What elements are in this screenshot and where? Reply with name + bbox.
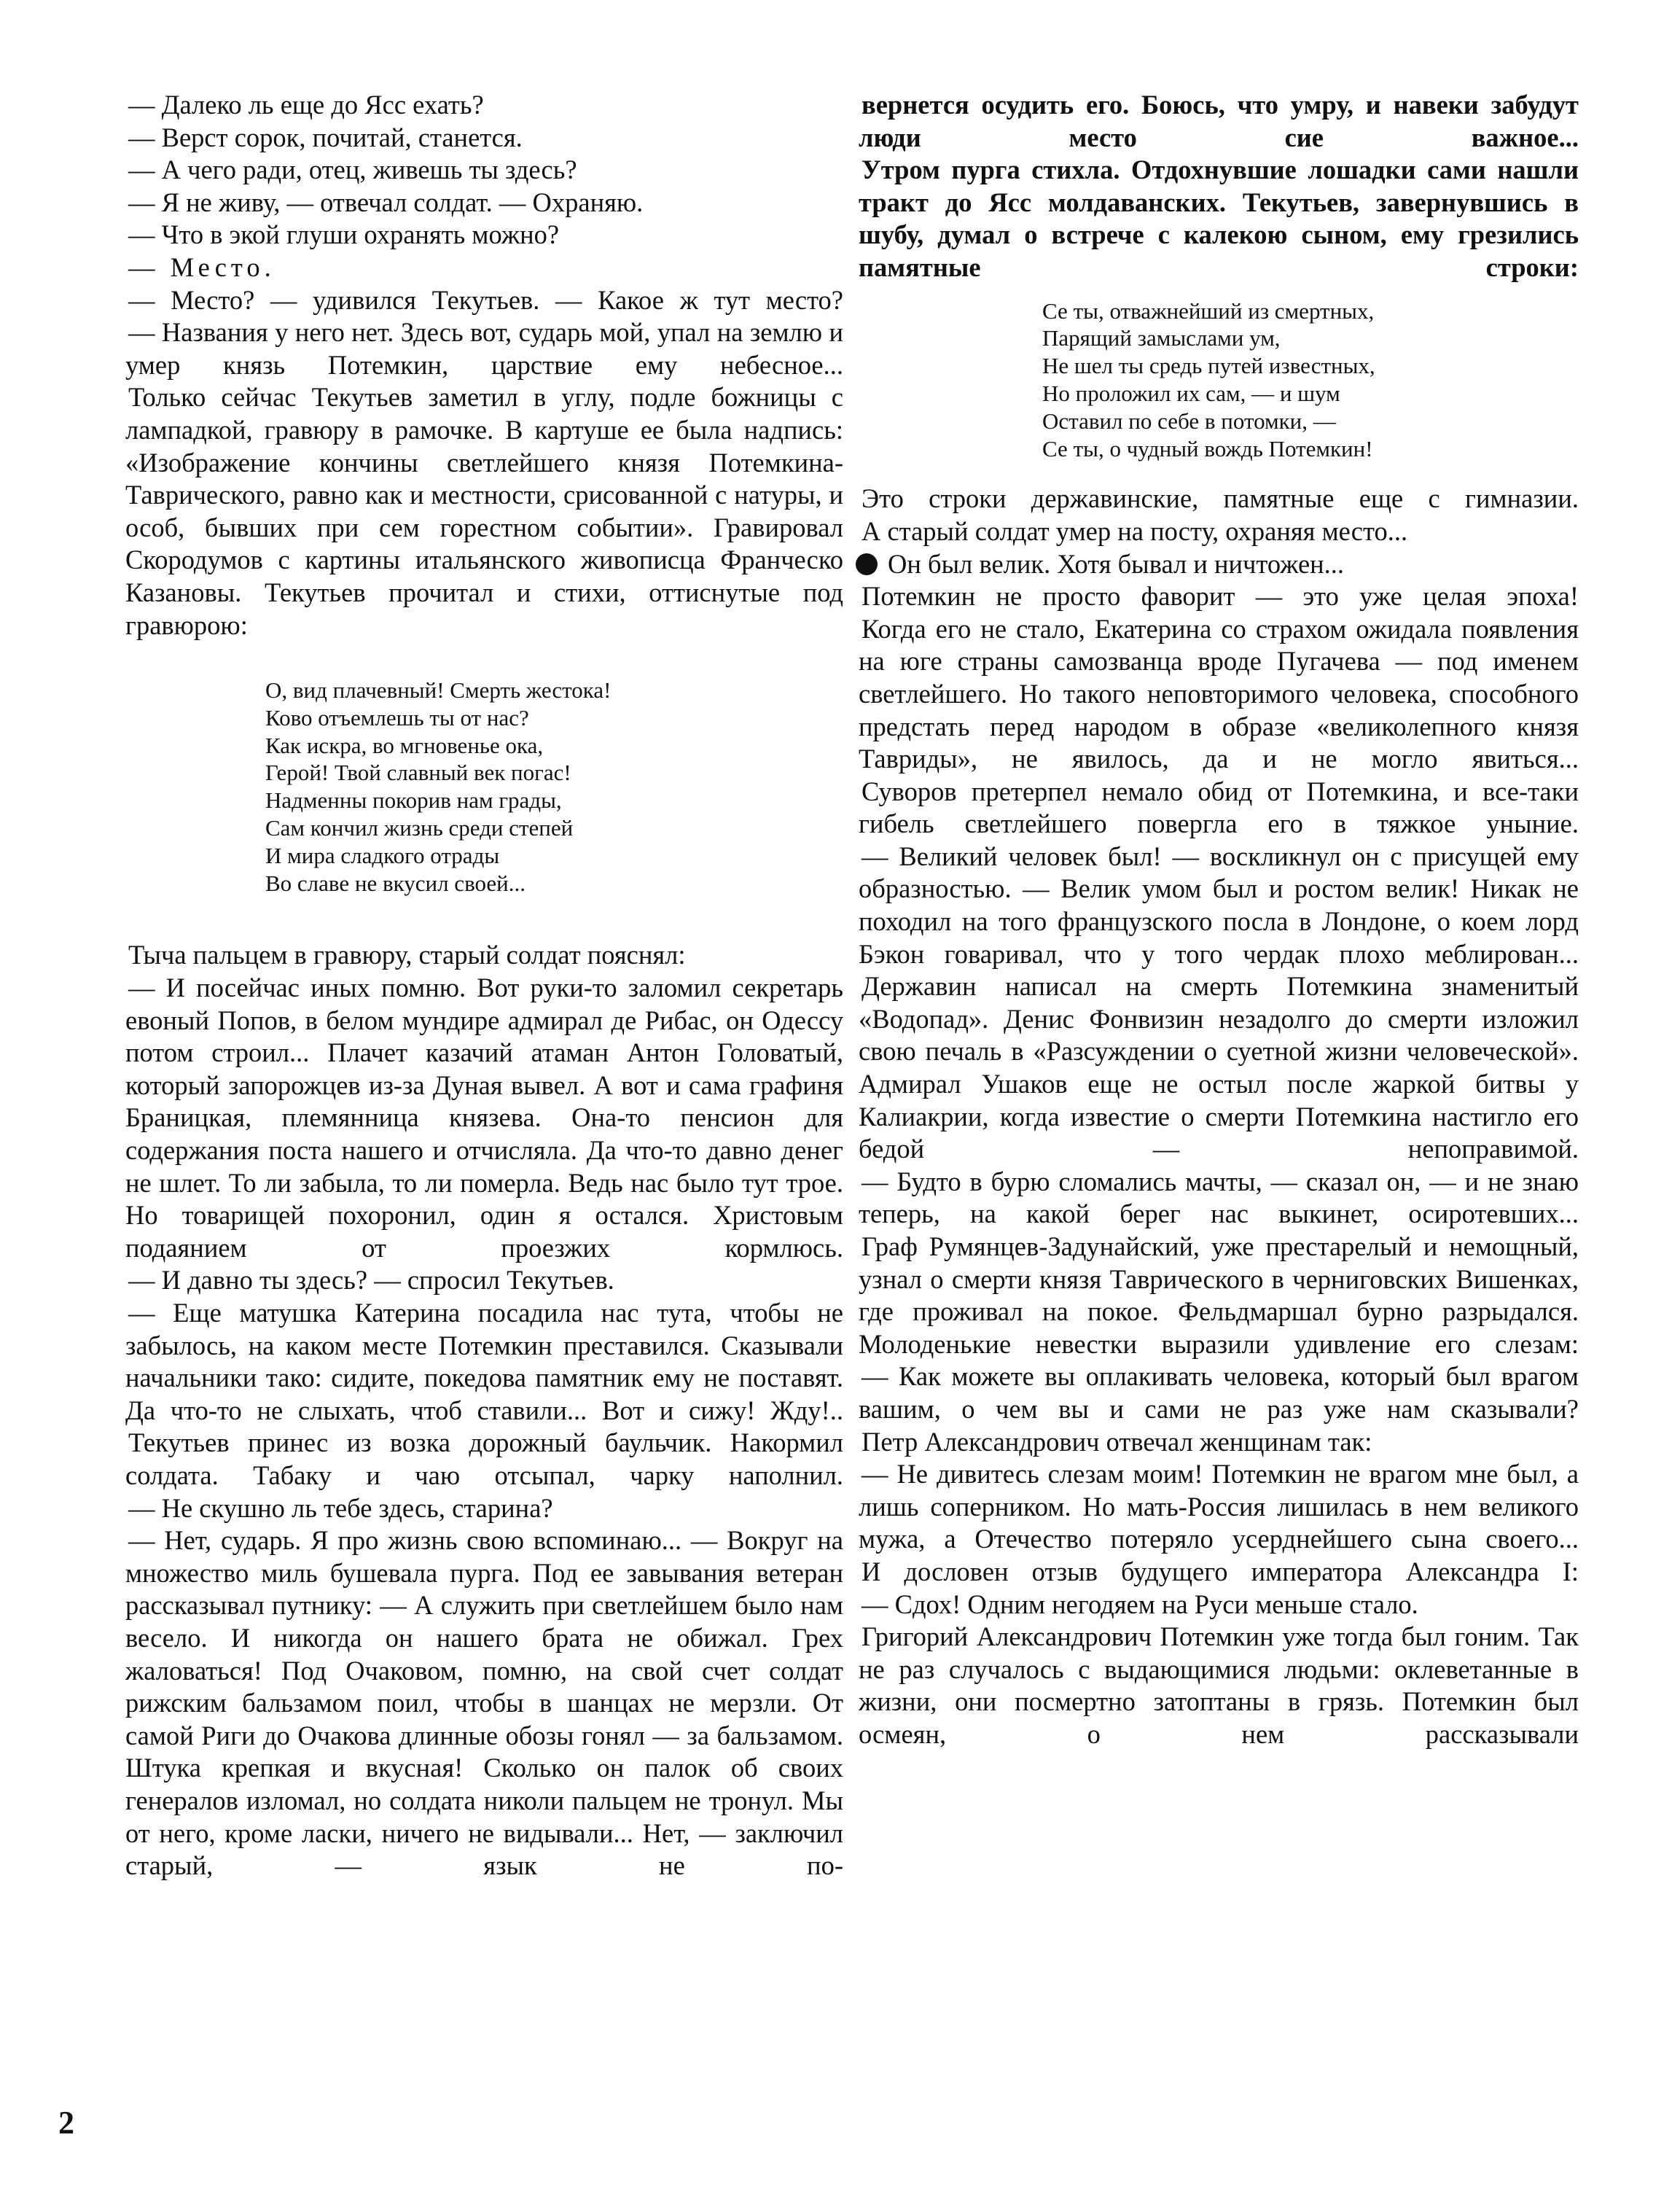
dialogue-line: — Названия у него нет. Здесь вот, сударь мой, упал на землю и умер князь Потемкин, царствие ему небесное... bbox=[125, 317, 843, 380]
poem-line: Се ты, о чудный вождь Потемкин! bbox=[1042, 435, 1373, 461]
bullet-marker bbox=[856, 553, 878, 575]
poem-line: Се ты, отважнейший из смертных, bbox=[1042, 297, 1375, 324]
paragraph: вернется осудить его. Боюсь, что умру, и навеки забудут люди место сие важное... bbox=[859, 90, 1579, 152]
poem-line: О, вид плачевный! Смерть жестока! bbox=[265, 677, 612, 704]
poem-line: И мира сладкого отрады bbox=[265, 842, 500, 868]
page-number: 2 bbox=[58, 2105, 74, 2140]
paragraph: Когда его не стало, Екатерина со страхом ожидала появления на юге страны самозванца вроде Пугачева — под именем светлейшего. Но такого неповторимого человека, способного предстать перед народом в образе «великолепного князя Тавриды», не явилось, да и не могло явиться... bbox=[859, 613, 1579, 774]
poem-line: Сам кончил жизнь среди степей bbox=[265, 815, 574, 841]
right-column bbox=[859, 89, 1579, 1751]
section-start-line bbox=[859, 548, 1579, 581]
paragraph: Григорий Александрович Потемкин уже тогда был гоним. Так не раз случалось с выдающимися людьми: оклеветанные в жизни, они посмертно затоптаны в грязь. Потемкин был осмеян, о нем рассказывали bbox=[859, 1621, 1579, 1749]
dialogue-line: — А чего ради, отец, живешь ты здесь? bbox=[128, 155, 577, 185]
poem-line: Парящий замыслами ум, bbox=[1042, 325, 1281, 351]
dialogue-line: — Как можете вы оплакивать человека, который был врагом вашим, о чем вы и сами не раз уже нам сказывали? bbox=[859, 1361, 1579, 1424]
dialogue-line: — И давно ты здесь? — спросил Текутьев. bbox=[128, 1265, 614, 1296]
poem-line: Ково отъемлешь ты от нас? bbox=[265, 704, 529, 731]
poem-line: Но проложил их сам, — и шум bbox=[1042, 380, 1340, 406]
dialogue-line: — Не дивитесь слезам моим! Потемкин не врагом мне был, а лишь соперником. Но мать-Россия лишилась в нем великого мужа, а Отечество потеряло усерднейшего сына своего... bbox=[859, 1459, 1579, 1554]
paragraph: Тыча пальцем в гравюру, старый солдат пояснял: bbox=[128, 940, 686, 970]
dialogue-line: — Великий человек был! — воскликнул он с присущей ему образностью. — Велик умом был и ростом велик! Никак не походил на того французского посла в Лондоне, о коем лорд Бэкон говаривал, что у того чердак плохо меблирован... bbox=[859, 841, 1579, 969]
poem-line: Во славе не вкусил своей... bbox=[265, 870, 526, 896]
paragraph: И дословен отзыв будущего императора Александра I: bbox=[862, 1556, 1579, 1586]
left-column bbox=[125, 89, 843, 1882]
poem-line: Надменны покорив нам грады, bbox=[265, 787, 562, 814]
bullet-text: Он был велик. Хотя бывал и ничтожен... bbox=[888, 548, 1345, 579]
dialogue-line: — Верст сорок, почитай, станется. bbox=[128, 122, 523, 152]
poem-line: Как искра, во мгновенье ока, bbox=[265, 732, 544, 758]
poem-block bbox=[265, 677, 843, 897]
poem-line: Герой! Твой славный век погас! bbox=[265, 760, 571, 786]
dialogue-line: — Будто в бурю сломались мачты, — сказал он, — и не знаю теперь, на какой берег нас выкинет, осиротевших... bbox=[859, 1166, 1579, 1229]
dialogue-line: — Не скушно ль тебе здесь, старина? bbox=[128, 1492, 553, 1523]
paragraph: Текутьев принес из возка дорожный баульчик. Накормил солдата. Табаку и чаю отсыпал, чарку наполнил. bbox=[125, 1427, 843, 1490]
paragraph: Потемкин не просто фаворит — это уже целая эпоха! bbox=[862, 581, 1579, 612]
paragraph: Граф Румянцев-Задунайский, уже престарелый и немощный, узнал о смерти князя Таврического в черниговских Вишенках, где проживал на покое. Фельдмаршал бурно разрыдался. Молоденькие невестки выразили удивление его слезам: bbox=[859, 1231, 1579, 1359]
dialogue-line: — Нет, сударь. Я про жизнь свою вспоминаю... — Вокруг на множество миль бушевала пурга. Под ее завывания ветеран рассказывал путнику: — А служить при светлейшем было нам весело. И никогда он нашего брата не обижал. Грех жаловаться! Под Очаковом, помню, на свой счет солдат рижским бальзамом поил, чтобы в шанцах не мерзли. От самой Риги до Очакова длинные обозы гонял — за бальзамом. Штука крепкая и вкусная! Сколько он палок об своих генералов изломал, но солдата николи пальцем не тронул. Мы от него, кроме ласки, ничего не видывали... Нет, — заключил старый, — язык не по- bbox=[125, 1525, 843, 1881]
paragraph: Это строки державинские, памятные еще с гимназии. bbox=[862, 483, 1579, 514]
dialogue-line: — Еще матушка Катерина посадила нас тута, чтобы не забылось, на каком месте Потемкин преставился. Сказывали начальники тако: сидите, покедова памятник ему не поставят. Да что-то не слыхать, чтоб ставили... Вот и сижу! Жду!.. bbox=[125, 1298, 843, 1425]
dialogue-line: — Сдох! Одним негодяем на Руси меньше стало. bbox=[862, 1589, 1418, 1619]
dialogue-line: — И посейчас иных помню. Вот руки-то заломил секретарь евоный Попов, в белом мундире адмирал де Рибас, он Одессу потом строил... Плачет казачий атаман Антон Головатый, который запорожцев из-за Дуная вывел. А вот и сама графиня Браницкая, племянница князева. Она-то пенсион для содержания поста нашего и отчисляла. Да что-то давно денег не шлет. То ли забыла, то ли померла. Ведь нас было тут трое. Но товарищей похоронил, один я остался. Христовым подаянием от проезжих кормлюсь. bbox=[125, 973, 843, 1263]
paragraph: Суворов претерпел немало обид от Потемкина, и все-таки гибель светлейшего повергла его в тяжкое уныние. bbox=[859, 776, 1579, 839]
poem-line: Не шел ты средь путей известных, bbox=[1042, 353, 1375, 379]
poem-block bbox=[1042, 297, 1579, 463]
paragraph: Державин написал на смерть Потемкина знаменитый «Водопад». Денис Фонвизин незадолго до смерти изложил свою печаль в «Разсуждении о суетной жизни человеческой». Адмирал Ушаков еще не остыл после жаркой битвы у Калиакрии, когда известие о смерти Потемкина настигло его бедой — непоправимой. bbox=[859, 971, 1579, 1164]
paragraph: А старый солдат умер на посту, охраняя место... bbox=[862, 515, 1408, 546]
dialogue-line: — Место? — удивился Текутьев. — Какое ж тут место? bbox=[128, 284, 843, 315]
paragraph: Только сейчас Текутьев заметил в углу, подле божницы с лампадкой, гравюру в рамочке. В картуше ее была надпись: «Изображение кончины светлейшего князя Потемкина-Таврического, равно как и местности, срисованной с натуры, и особ, бывших при сем горестном событии». Гравировал Скородумов с картины итальянского живописца Франческо Казановы. Текутьев прочитал и стихи, оттиснутые под гравюрою: bbox=[125, 382, 843, 640]
dialogue-line: — Далеко ль еще до Ясс ехать? bbox=[128, 90, 484, 120]
paragraph: Утром пурга стихла. Отдохнувшие лошадки сами нашли тракт до Ясс молдаванских. Текутьев, завернувшись в шубу, думал о встрече с калекою сыном, ему грезились памятные строки: bbox=[859, 155, 1579, 282]
paragraph: Петр Александрович отвечал женщинам так: bbox=[862, 1426, 1372, 1457]
poem-line: Оставил по себе в потомки, — bbox=[1042, 408, 1336, 434]
dialogue-line: — Место. bbox=[128, 252, 276, 282]
dialogue-line: — Я не живу, — отвечал солдат. — Охраняю. bbox=[128, 187, 644, 217]
dialogue-line: — Что в экой глуши охранять можно? bbox=[128, 219, 560, 250]
